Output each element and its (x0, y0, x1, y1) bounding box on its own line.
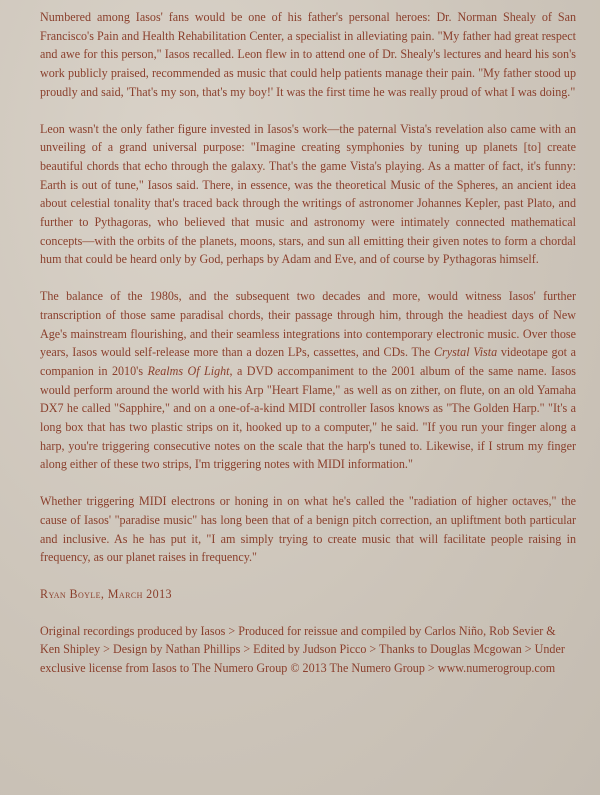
paragraph-paradise-music: Whether triggering MIDI electrons or honing in on what he's called the "radiation of higher octaves," the cause of Iasos' "paradise music" has long been that of a benign pitch correction, an upliftment both particular and inclusive. As he has put it, "I am simply trying to create music that will facilitate people raising in frequency, as our planet raises in frequency." (40, 494, 576, 565)
paragraph-1980s-part-c: , a DVD accompaniment to the 2001 album of the same name. Iasos would perform around the world with his Arp "Heart Flame," as well as on zither, on flute, on an old Yamaha DX7 he called "Sapphire," and on a one-of-a-kind MIDI controller Iasos knows as "The Golden Harp." "It's a long box that has two plastic strips on it, hooked up to a computer," he said. "If you run your finger along a harp, you're triggering consecutive notes on the scale that the harp's tuned to. Likewise, if I strum my finger along either of these two strips, I'm triggering notes with MIDI information." (40, 363, 576, 472)
paragraph-1980s-part-a: The balance of the 1980s, and the subsequent two decades and more, would witness Iasos' further transcription of those same paradisal chords, their passage through him, through the headiest days of New Age's mainstream flourishing, and their seamless integrations into contemporary electronic music. Over those years, Iasos would self-release more than a dozen LPs, cassettes, and CDs. The (40, 289, 576, 360)
author-signature: Ryan Boyle, March 2013 (40, 586, 172, 601)
paragraph-1980s-part-b: videotape got a companion in 2010's (40, 345, 577, 378)
paragraph-1980s (40, 287, 576, 474)
paragraph-shealy: Numbered among Iasos' fans would be one of his father's personal heroes: Dr. Norman Shealy of San Francisco's Pain and Health Rehabilitation Center, a specialist in alleviating pain. "My father had great respect and awe for this person," Iasos recalled. Leon flew in to attend one of Dr. Shealy's lectures and heard his son's work publicly praised, recommended as music that could help patients manage their pain. "My father stood up proudly and said, 'That's my son, that's my boy!' It was the first time he was really proud of what I was doing." (40, 10, 576, 99)
title-crystal-vista: Crystal Vista (433, 345, 498, 360)
credits: Original recordings produced by Iasos > Produced for reissue and compiled by Carlos Niño, Rob Sevier & Ken Shipley > Design by Nathan Phillips > Edited by Judson Picco > Thanks to Douglas Mcgowan > Under exclusive license from Iasos to The Numero Group © 2013 The Numero Group > www.numerogroup.com (40, 623, 565, 676)
paragraph-music-of-spheres: Leon wasn't the only father figure invested in Iasos's work—the paternal Vista's revelation also came with an unveiling of a grand universal purpose: "Imagine creating symphonies by tuning up planets [to] create beautiful chords that echo through the galaxy. That's the game Vista's playing. As a matter of fact, it's funny: Earth is out of tune," Iasos said. There, in essence, was the theoretical Music of the Spheres, an ancient idea about celestial tonality that's traced back through the writings of astronomer Johannes Kepler, past Plato, and further to Pythagoras, who believed that music and astronomy were intimately connected mathematical concepts—with the orbits of the planets, moons, stars, and sun all emitting their given notes to form a chordal hum that could be heard only by God, perhaps by Adam and Eve, and of course by Pythagoras himself. (40, 121, 576, 267)
title-realms-of-light: Realms Of Light (147, 363, 230, 378)
